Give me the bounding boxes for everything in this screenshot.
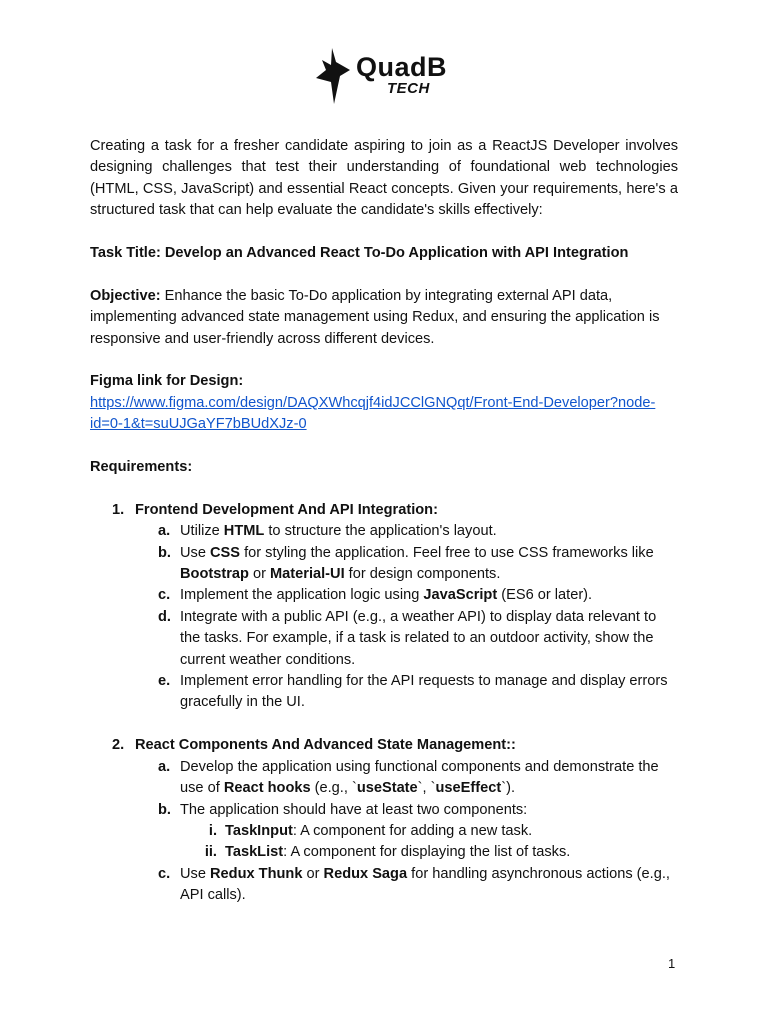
list-item: b. Use CSS for styling the application. Feel free to use CSS frameworks like Bootstrap or Material-UI for design components. xyxy=(158,544,654,583)
requirements-heading: Requirements: xyxy=(90,459,193,476)
objective-paragraph xyxy=(90,286,678,350)
section-title: React Components And Advanced State Management:: xyxy=(135,737,516,754)
list-item: a. Develop the application using functional components and demonstrate the use of React hooks (e.g., `useState`, `useEffect`). xyxy=(158,758,659,797)
list-item: c. Implement the application logic using JavaScript (ES6 or later). xyxy=(158,587,593,604)
sub-list-item: i. TaskInput: A component for adding a new task. xyxy=(208,822,533,839)
list-item: d. Integrate with a public API (e.g., a weather API) to display data relevant to the tasks. For example, if a task is related to an outdoor activity, show the current weather conditions. xyxy=(158,608,657,668)
objective-label: Objective: xyxy=(90,287,161,304)
logo-brand-text: QuadB xyxy=(356,52,448,82)
list-item: b. The application should have at least two components: xyxy=(158,801,528,818)
requirement-section-1: 1. Frontend Development And API Integration: xyxy=(112,501,438,518)
page-number: 1 xyxy=(668,956,676,971)
figma-label: Figma link for Design: xyxy=(90,373,244,390)
sub-list-item: ii. TaskList: A component for displaying the list of tasks. xyxy=(204,844,571,861)
list-item: a. Utilize HTML to structure the application's layout. xyxy=(158,523,497,540)
list-item: e. Implement error handling for the API requests to manage and display errors gracefully in the UI. xyxy=(158,673,668,711)
document-body xyxy=(90,136,678,907)
requirement-section-2: 2. React Components And Advanced State Management:: xyxy=(112,737,516,754)
task-title: Task Title: Develop an Advanced React To-Do Application with API Integration xyxy=(90,245,629,262)
logo-sub-text: TECH xyxy=(387,80,430,97)
objective-text: Enhance the basic To-Do application by integrating external API data, implementing advanced state management using Redux, and ensuring the application is responsive and user-friendly across different devices. xyxy=(90,287,660,347)
section-title: Frontend Development And API Integration: xyxy=(135,501,438,518)
figma-link[interactable]: https://www.figma.com/design/DAQXWhcqjf4idJCClGNQqt/Front-End-Developer?node-id=0-1&t=suUJGaYF7bBUdXJz-0 xyxy=(90,394,656,433)
quadb-tech-logo xyxy=(314,46,464,106)
list-item: c. Use Redux Thunk or Redux Saga for handling asynchronous actions (e.g., API calls). xyxy=(158,865,670,904)
quadb-logo-mark-icon xyxy=(314,48,354,104)
intro-paragraph: Creating a task for a fresher candidate aspiring to join as a ReactJS Developer involves designing challenges that test their understanding of foundational web technologies (HTML, CSS, JavaScript) and essential React concepts. Given your requirements, here's a structured task that can help evaluate the candidate's skills effectively: xyxy=(90,138,678,219)
